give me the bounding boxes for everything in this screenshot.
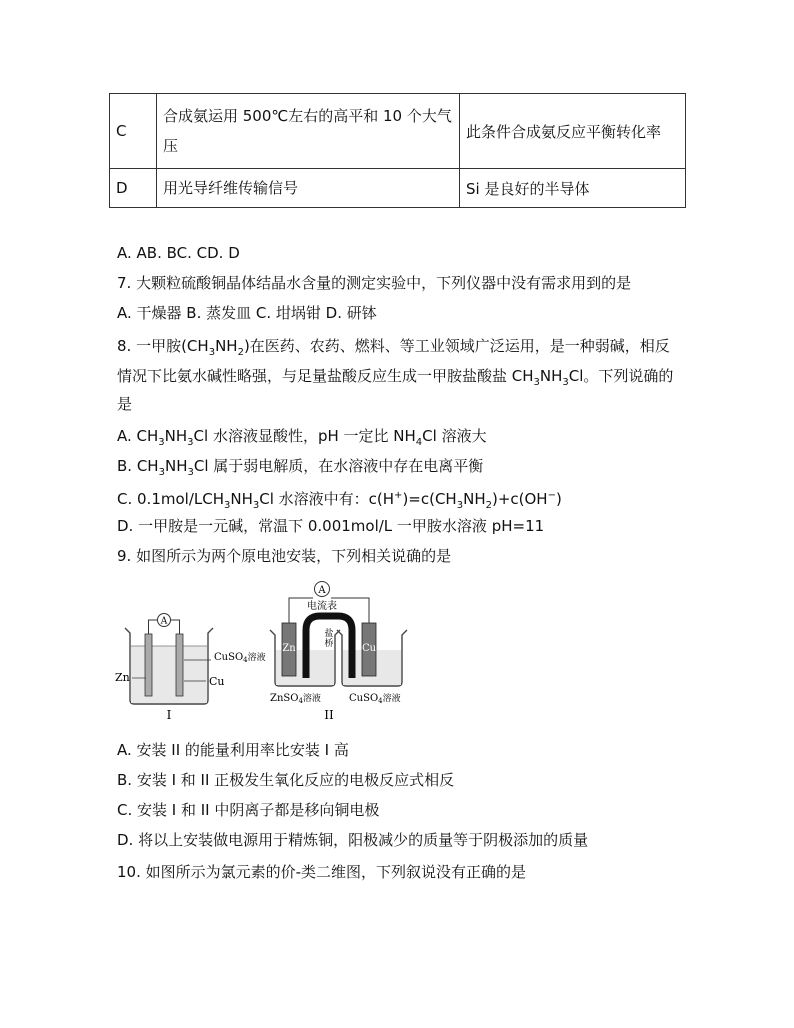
q8-stem-line1: [117, 336, 670, 363]
text-run: NH: [463, 490, 486, 508]
q9-option-b: B. 安装 I 和 II 正极发生氧化反应的电极反应式相反: [117, 771, 455, 789]
subscript: 4: [415, 437, 423, 448]
row-label: D: [110, 169, 157, 208]
q10-stem: 10. 如图所示为氯元素的价-类二维图，下列叙说没有正确的是: [117, 863, 527, 881]
text-run: NH: [164, 427, 188, 445]
salt-bridge-label: 盐桥: [324, 629, 334, 649]
text-run: C. 0.1mol/LCH: [117, 490, 224, 508]
ammeter-one-symbol: A: [160, 616, 168, 627]
q8-option-a: [117, 426, 487, 453]
subscript: 3: [187, 437, 194, 448]
solution-one: [131, 646, 207, 703]
text-run: NH: [164, 457, 188, 475]
cell-two: [270, 582, 407, 721]
q8-option-d: D. 一甲胺是一元碱，常温下 0.001mol/L 一甲胺水溶液 pH=11: [117, 517, 545, 535]
row-reason: 此条件合成氨反应平衡转化率: [460, 94, 686, 169]
subscript: 3: [187, 467, 194, 478]
cell-two-label: II: [324, 708, 334, 720]
subscript: 3: [456, 500, 464, 511]
table-row: [110, 94, 686, 169]
subscript: 3: [158, 437, 165, 448]
cu-label-one: Cu: [209, 675, 225, 688]
table-row: [110, 169, 686, 208]
text-run: B. CH: [117, 457, 159, 475]
text-run: Cl 水溶液中有：c(H: [259, 490, 395, 508]
superscript: −: [547, 490, 556, 501]
subscript: 3: [158, 467, 165, 478]
q8-option-c: [117, 486, 562, 516]
row-fact: 用光导纤维传输信号: [157, 169, 460, 208]
cu-label-two: Cu: [361, 643, 377, 654]
q9-stem: 9. 如图所示为两个原电池安装，下列相关说确的是: [117, 547, 452, 565]
text-run: ): [555, 490, 562, 508]
q9-option-c: C. 安装 I 和 II 中阴离子都是移向铜电极: [117, 801, 380, 819]
cuso4-label-two: CuSO$_4$溶液: [349, 693, 401, 705]
row-reason: Si 是良好的半导体: [460, 169, 686, 208]
subscript: 3: [562, 377, 569, 388]
text-run: Cl。下列说确的: [568, 367, 674, 385]
znso4-label: ZnSO$_4$溶液: [270, 693, 321, 705]
q8-stem-line3: 是: [117, 395, 133, 413]
ammeter-two-symbol: A: [318, 585, 326, 596]
cell-one-label: I: [166, 708, 172, 720]
subscript: 2: [485, 500, 492, 511]
options-table: [109, 93, 686, 208]
text-run: NH: [230, 490, 253, 508]
cell-one: [115, 614, 266, 721]
text-run: )=c(CH: [402, 490, 457, 508]
text-run: )在医药、农药、燃料、等工业领域广泛运用，是一种弱碱，相反: [243, 337, 670, 355]
q9-option-a: A. 安装 II 的能量利用率比安装 I 高: [117, 741, 349, 759]
cuso4-label-one: CuSO$_4$溶液: [214, 652, 266, 664]
galvanic-cells-figure: [112, 578, 412, 720]
text-run: 8. 一甲胺(CH: [117, 337, 209, 355]
subscript: 3: [208, 347, 216, 358]
text-run: Cl 属于弱电解质，在水溶液中存在电离平衡: [193, 457, 484, 475]
q9-option-d: D. 将以上安装做电源用于精炼铜，阳极减少的质量等于阴极添加的质量: [117, 831, 589, 849]
subscript: 2: [237, 347, 244, 358]
text-run: A. CH: [117, 427, 159, 445]
subscript: 3: [252, 500, 260, 511]
q7-stem: 7. 大颗粒硫酸铜晶体结晶水含量的测定实验中，下列仪器中没有需求用到的是: [117, 274, 632, 292]
wire-one: [149, 620, 158, 634]
row-fact: 合成氨运用 500℃左右的高平和 10 个大气压: [157, 94, 460, 169]
q8-option-b: [117, 456, 483, 483]
wire-one: [171, 620, 180, 634]
q8-stem-line2: [117, 366, 673, 393]
text-run: )+c(OH: [491, 490, 548, 508]
ammeter-label: 电流表: [307, 601, 337, 612]
subscript: 3: [533, 377, 540, 388]
superscript: +: [394, 490, 403, 501]
row-label: C: [110, 94, 157, 169]
text-run: NH: [539, 367, 563, 385]
zn-label-two: Zn: [282, 643, 296, 654]
q6-options: A. AB. BC. CD. D: [117, 244, 240, 262]
text-run: 情况下比氨水碱性略强，与足量盐酸反应生成一甲胺盐酸盐 CH: [117, 367, 534, 385]
cu-electrode-one: [176, 634, 183, 696]
zn-electrode-one: [145, 634, 152, 696]
zn-label-one: Zn: [115, 671, 130, 684]
text-run: NH: [215, 337, 238, 355]
q7-options: A. 干燥器 B. 蒸发皿 C. 坩埚钳 D. 研钵: [117, 304, 377, 322]
text-run: Cl 水溶液显酸性，pH 一定比 NH: [193, 427, 416, 445]
subscript: 3: [224, 500, 231, 511]
text-run: Cl 溶液大: [422, 427, 487, 445]
